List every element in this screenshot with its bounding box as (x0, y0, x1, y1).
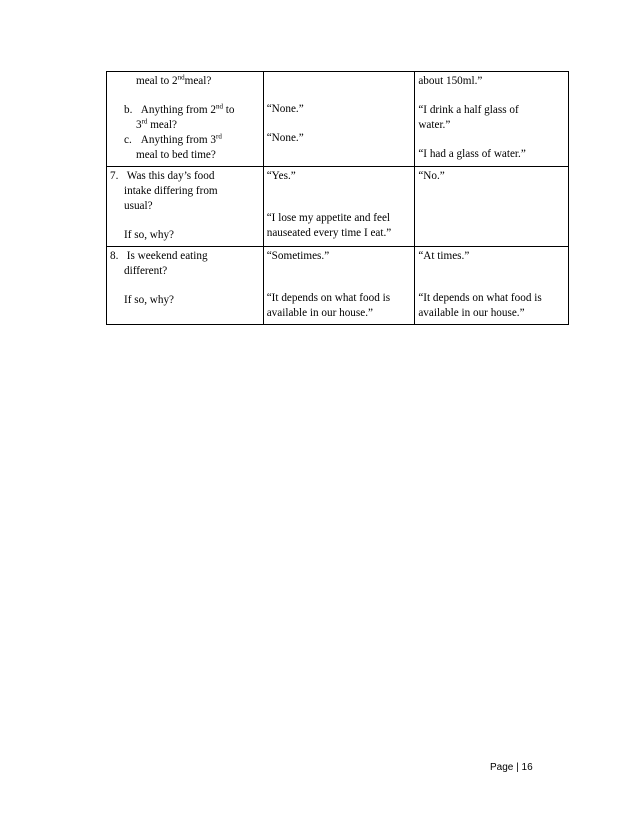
answer-text: “None.” (266, 103, 304, 115)
answer-text: water.” (418, 119, 451, 131)
superscript: nd (216, 102, 223, 111)
question-cell (107, 72, 264, 167)
question-number: 7. (110, 170, 119, 182)
question-text: If so, why? (124, 294, 175, 306)
table-row (107, 247, 569, 325)
answer-text: nauseated every time I eat.” (266, 227, 392, 239)
answer-text: available in our house.” (418, 307, 525, 319)
question-text: Was this day’s food (126, 170, 215, 182)
question-text: 3 (136, 119, 142, 131)
answer-text: “At times.” (418, 250, 470, 262)
answer-cell (415, 167, 569, 247)
answer-text: available in our house.” (266, 307, 373, 319)
list-marker: b. (124, 104, 133, 116)
question-text: meal to 2 (136, 75, 178, 87)
table-row (107, 167, 569, 247)
answer-text: “It depends on what food is (418, 292, 542, 304)
answer-cell (415, 72, 569, 167)
assessment-table (106, 71, 569, 325)
question-text: usual? (124, 200, 153, 212)
answer-text: “Sometimes.” (266, 250, 330, 262)
answer-text: “None.” (266, 132, 304, 144)
question-text: Is weekend eating (126, 250, 208, 262)
question-text: meal? (150, 119, 177, 131)
question-text: If so, why? (124, 229, 175, 241)
answer-text: “I lose my appetite and feel (266, 212, 391, 224)
answer-cell (263, 72, 415, 167)
list-marker: c. (124, 134, 132, 146)
answer-text: “I had a glass of water.” (418, 148, 526, 160)
question-text: Anything from 2 (140, 104, 216, 116)
answer-text: “I drink a half glass of (418, 104, 519, 116)
question-text: meal to bed time? (136, 149, 216, 161)
question-text: different? (124, 265, 168, 277)
superscript: rd (216, 132, 222, 141)
question-cell (107, 167, 264, 247)
question-number: 8. (110, 250, 119, 262)
answer-cell (263, 167, 415, 247)
page-number: Page | 16 (490, 762, 533, 773)
answer-cell (263, 247, 415, 325)
question-text: intake differing from (124, 185, 218, 197)
question-text: to (225, 104, 235, 116)
answer-text: “No.” (418, 170, 445, 182)
answer-text: “Yes.” (266, 170, 296, 182)
answer-text: “It depends on what food is (266, 292, 391, 304)
answer-text: about 150ml.” (418, 75, 483, 87)
question-text: meal? (184, 75, 212, 87)
table-row (107, 72, 569, 167)
question-cell (107, 247, 264, 325)
question-text: Anything from 3 (140, 134, 216, 146)
superscript: rd (141, 117, 148, 126)
answer-cell (415, 247, 569, 325)
superscript: nd (177, 73, 185, 82)
